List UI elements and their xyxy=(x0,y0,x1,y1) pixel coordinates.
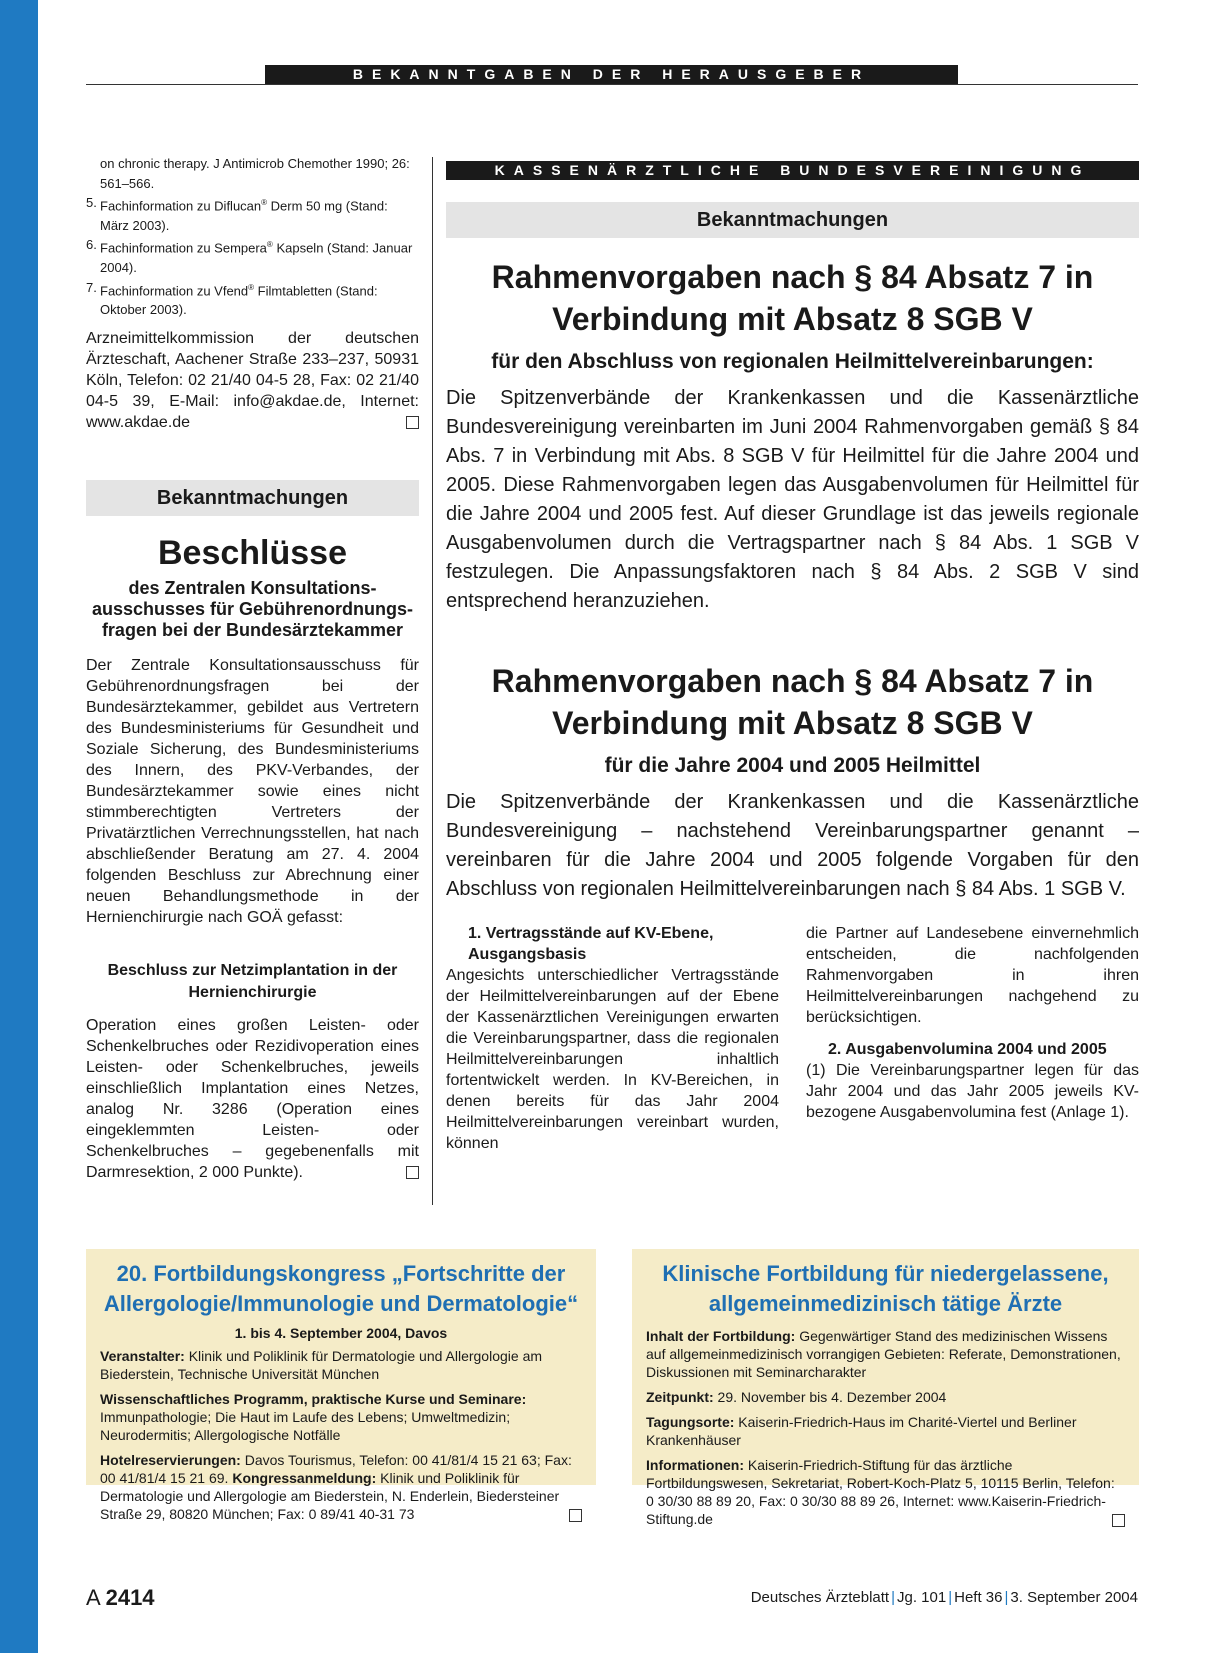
right-column xyxy=(446,161,1139,1154)
section-heading: Beschluss zur Netzimplantation in der Hernienchirurgie xyxy=(107,961,398,1001)
section-text: die Partner auf Landesebene einvernehmlich entscheiden, die nachfolgenden Rahmenvorgaben in ihren Heilmittelvereinbarungen nachgehend zu berücksichtigen. xyxy=(806,925,1139,1026)
box-item: Inhalt der Fortbildung: Gegenwärtiger Stand des medizinischen Wissens auf allgemeinmedizinisch vorrangigen Gebieten: Referate, Demonstrationen, Diskussionen mit Seminarcharakter xyxy=(646,1328,1121,1380)
training-info-box xyxy=(632,1249,1139,1527)
column-divider xyxy=(432,157,433,1205)
two-column-body xyxy=(446,923,1139,1154)
reference-item: 6. Fachinformation zu Sempera® Kapseln (Stand: Januar 2004). xyxy=(86,237,413,276)
box-item: Wissenschaftliches Programm, praktische Kurse und Seminare: Immunpathologie; Die Haut im Laufe des Lebens; Umweltmedizin; Neurodermitis; Allergologische Notfälle xyxy=(100,1391,527,1443)
box-item: Tagungsorte: Kaiserin-Friedrich-Haus im Charité-Viertel und Berliner Krankenhäuser xyxy=(646,1414,1077,1448)
announcement-label: Bekanntmachungen xyxy=(446,202,1139,238)
article-title: Beschlüsse xyxy=(158,533,347,572)
reference-continuation: on chronic therapy. J Antimicrob Chemother 1990; 26: 561–566. xyxy=(100,156,410,191)
header-rule xyxy=(86,84,1138,85)
box-item: Veranstalter: Klinik und Poliklinik für Dermatologie und Allergologie am Biederstein, Technische Universität München xyxy=(100,1348,543,1382)
announcement-label: Bekanntmachungen xyxy=(86,480,419,516)
article-paragraph: Die Spitzenverbände der Krankenkassen und die Kassenärztliche Bundesvereinigung vereinbarten im Juni 2004 Rahmenvorgaben gemäß § 84 Abs. 7 in Verbindung mit Abs. 8 SGB V für Heilmittel für die Jahre 2004 und 2005. Diese Rahmenvorgaben legen das Ausgabenvolumen für Heilmittel für die Jahre 2004 und 2005 fest. Auf dieser Grundlage ist das jeweils regionale Ausgabenvolumen durch die Vertragspartner nach § 84 Abs. 1 SGB V festzulegen. Die Anpassungsfaktoren nach § 84 Abs. 2 SGB V sind entsprechend heranzuziehen. xyxy=(446,387,1139,612)
section-text: (1) Die Vereinbarungspartner legen für das Jahr 2004 und das Jahr 2005 jeweils KV-bezogene Ausgabenvolumina fest (Anlage 1). xyxy=(806,1062,1139,1121)
box-item: Zeitpunkt: 29. November bis 4. Dezember 2004 xyxy=(646,1389,947,1405)
end-mark-icon xyxy=(1112,1514,1125,1527)
akdae-address: Arzneimittelkommission der deutschen Ärzteschaft, Aachener Straße 233–237, 50931 Köln, Telefon: 02 21/40 04-5 28, Fax: 02 21/40 04-5 39, E-Mail: info@akdae.de, Internet: www.akdae.de xyxy=(86,329,419,431)
article-subtitle: für die Jahre 2004 und 2005 Heilmittel xyxy=(604,754,981,777)
body-column xyxy=(446,923,779,1154)
box-item: Hotelreservierungen: Davos Tourismus, Telefon: 00 41/81/4 15 21 63; Fax: 00 41/81/4 15 21 69. Kongressanmeldung: Klinik und Poliklinik für Dermatologie und Allergologie am Biederstein, N. Enderlein, Biedersteiner Straße 29, 80820 München; Fax: 0 89/41 40-31 73 xyxy=(100,1451,582,1523)
box-date: 1. bis 4. September 2004, Davos xyxy=(234,1325,448,1341)
box-title: 20. Fortbildungskongress „Fortschritte der Allergologie/Immunologie und Dermatologie“ xyxy=(103,1261,579,1316)
end-mark-icon xyxy=(569,1509,582,1522)
kbv-header: KASSENÄRZTLICHE BUNDESVEREINIGUNG xyxy=(446,161,1139,180)
reference-item: 5. Fachinformation zu Diflucan® Derm 50 mg (Stand: März 2003). xyxy=(86,195,388,233)
reference-list xyxy=(86,154,419,320)
section-heading: 1. Vertragsstände auf KV-Ebene, Ausgangsbasis xyxy=(468,925,714,963)
congress-info-box xyxy=(86,1249,596,1522)
article-subtitle: für den Abschluss von regionalen Heilmittelvereinbarungen: xyxy=(491,350,1094,373)
article-paragraph: Operation eines großen Leisten- oder Schenkelbruches oder Rezidivoperation eines Leisten- oder Schenkelbruches, jeweils einschließlich Implantation eines Netzes, analog Nr. 3286 (Operation eines eingeklemmten Leisten- oder Schenkelbruches – gegebenenfalls mit Darmresektion, 2 000 Punkte). xyxy=(86,1016,419,1181)
reference-item: 7. Fachinformation zu Vfend® Filmtabletten (Stand: Oktober 2003). xyxy=(86,279,378,318)
article-title: Rahmenvorgaben nach § 84 Absatz 7 in Verbindung mit Absatz 8 SGB V xyxy=(491,259,1094,337)
article-paragraph: Die Spitzenverbände der Krankenkassen und die Kassenärztliche Bundesvereinigung – nachstehend Vereinbarungspartner genannt – vereinbaren für die Jahre 2004 und 2005 folgende Vorgaben für den Abschluss von regionalen Heilmittelvereinbarungen nach § 84 Abs. 1 SGB V. xyxy=(446,791,1139,900)
left-column xyxy=(86,154,419,1183)
journal-citation: Deutsches Ärzteblatt | Jg. 101 | Heft 36 | 3. September 2004 xyxy=(750,1589,1138,1606)
article-title: Rahmenvorgaben nach § 84 Absatz 7 in Verbindung mit Absatz 8 SGB V xyxy=(491,663,1094,741)
body-column xyxy=(806,923,1139,1154)
section-header: BEKANNTGABEN DER HERAUSGEBER xyxy=(265,65,958,84)
article-subtitle: des Zentralen Konsultations-ausschusses für Gebührenordnungs-fragen bei der Bundesärztekammer xyxy=(91,577,414,640)
article-paragraph: Der Zentrale Konsultationsausschuss für Gebührenordnungsfragen bei der Bundesärztekammer, gebildet aus Vertretern des Bundesministeriums für Gesundheit und Soziale Sicherung, des Bundesministeriums des Innern, des PKV-Verbandes, der Bundesärztekammer sowie eines nicht stimmberechtigten Vertreters der Privatärztlichen Verrechnungsstellen, hat nach abschließender Beratung am 27. 4. 2004 folgenden Beschluss zur Abrechnung einer neuen Behandlungsmethode in der Hernienchirurgie nach GOÄ gefasst: xyxy=(86,656,419,926)
page-number: A 2414 xyxy=(86,1585,155,1610)
section-heading: 2. Ausgabenvolumina 2004 und 2005 xyxy=(828,1041,1107,1058)
section-text: Angesichts unterschiedlicher Vertragsstände der Heilmittelvereinbarungen auf der Ebene der Kassenärztlichen Vereinigungen erwarten die Vereinbarungspartner, dass die regionalen Heilmittelvereinbarungen inhaltlich fortentwickelt werden. In KV-Bereichen, in denen bereits für das Jahr 2004 Heilmittelvereinbarungen vereinbart wurden, können xyxy=(446,967,779,1152)
end-mark-icon xyxy=(406,1166,419,1179)
box-item: Informationen: Kaiserin-Friedrich-Stiftung für das ärztliche Fortbildungswesen, Sekretariat, Robert-Koch-Platz 5, 10115 Berlin, Telefon: 0 30/30 88 89 20, Fax: 0 30/30 88 89 26, Internet: www.Kaiserin-Friedrich-Stiftung.de xyxy=(646,1456,1125,1528)
box-title: Klinische Fortbildung für niedergelassene, allgemeinmedizinisch tätige Ärzte xyxy=(662,1261,1109,1316)
end-mark-icon xyxy=(406,416,419,429)
side-color-bar xyxy=(0,0,38,1653)
